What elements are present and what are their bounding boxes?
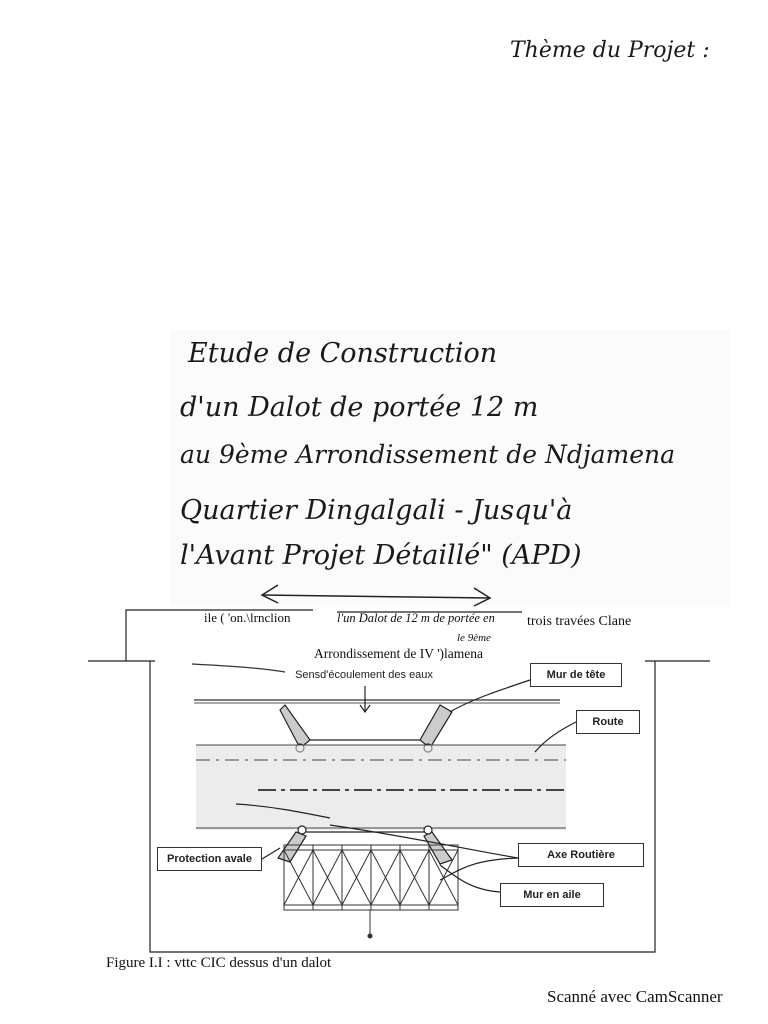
road-band	[196, 745, 566, 830]
road-axis-label: Axe Routière	[518, 843, 644, 867]
downstream-protection-label: Protection avale	[157, 847, 262, 871]
road-label: Route	[576, 710, 640, 734]
title-line-2: d'un Dalot de portée 12 m	[180, 392, 539, 423]
figure-caption: Figure I.I : vttc CIC dessus d'un dalot	[106, 955, 332, 971]
title-line-4: Quartier Dingalgali - Jusqu'à	[180, 495, 573, 526]
project-theme-note: Thème du Projet :	[510, 38, 710, 63]
title-line-5: l'Avant Projet Détaillé" (APD)	[180, 540, 582, 571]
flow-direction-label: Sensd'écoulement des eaux	[295, 669, 433, 681]
title-line-3: au 9ème Arrondissement de Ndjamena	[180, 440, 676, 469]
caption-line-2: Arrondissement de IV ')lamena	[314, 646, 484, 661]
caption-fragment-middle: l'un Dalot de 12 m de portée en	[337, 611, 495, 625]
caption-fragment-middle-sub: le 9ème	[457, 632, 491, 644]
title-line-1: Etude de Construction	[188, 338, 498, 369]
wing-wall-label: Mur en aile	[500, 883, 604, 907]
title-double-arrow	[262, 585, 490, 606]
camscanner-footer: Scanné avec CamScanner	[547, 987, 723, 1006]
head-wall-label: Mur de tête	[530, 663, 622, 687]
caption-fragment-right: trois travées Clane	[527, 614, 632, 629]
caption-fragment-left: ile ( 'on.\lrnclion	[204, 610, 291, 625]
downstream-protection-grid	[284, 845, 458, 938]
